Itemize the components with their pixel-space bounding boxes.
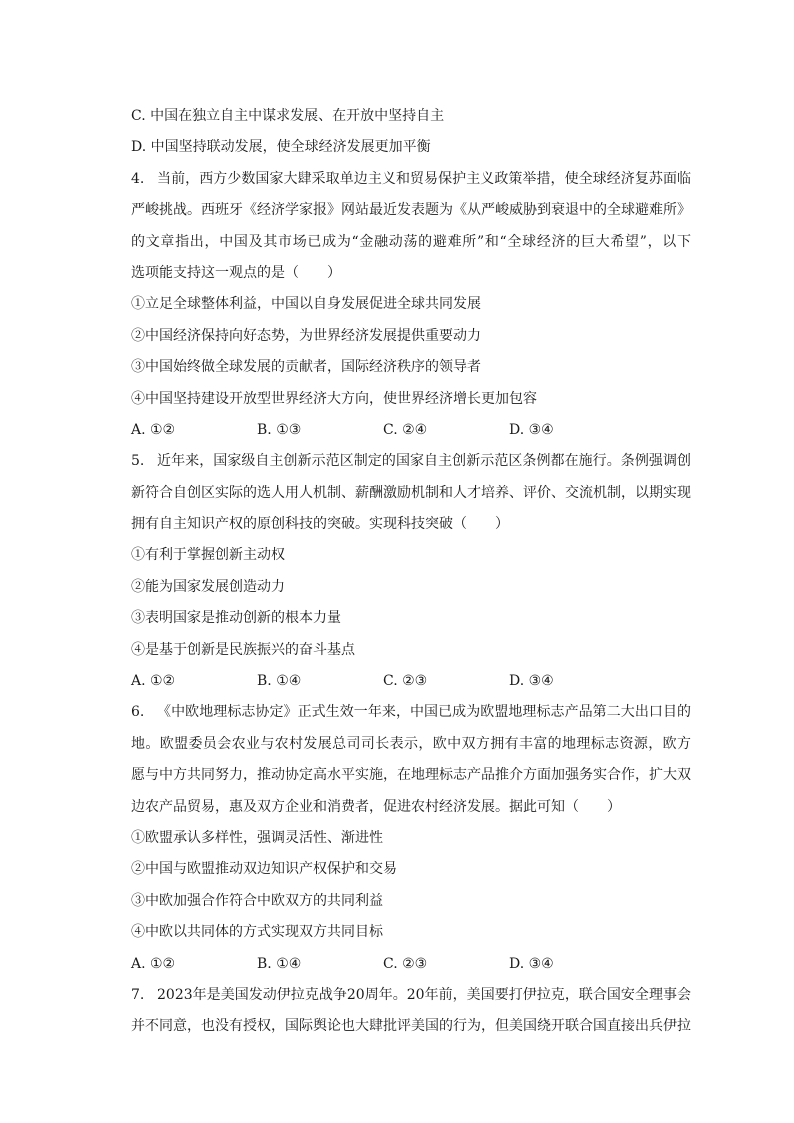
- question-7: [131, 980, 691, 1043]
- question-6: [131, 697, 691, 980]
- question-6-stem-line: 边农产品贸易，惠及双方企业和消费者，促进农村经济发展。据此可知（ ）: [131, 798, 621, 815]
- question-6-statement: ③中欧加强合作符合中欧双方的共同利益: [131, 892, 383, 909]
- choice-c: C. ②③: [383, 955, 428, 972]
- question-5-statement: ②能为国家发展创造动力: [131, 578, 285, 595]
- question-4-stem-line: 的文章指出，中国及其市场已成为“金融动荡的避难所”和“全球经济的巨大希望”，以下: [131, 233, 691, 250]
- question-7-stem-line: 并不同意，也没有授权，国际舆论也大肆批评美国的行为，但美国绕开联合国直接出兵伊拉: [131, 1018, 691, 1035]
- question-5-statement: ①有利于掌握创新主动权: [131, 547, 285, 564]
- question-6-choices: [131, 949, 691, 980]
- question-5-statement: ④是基于创新是民族振兴的奋斗基点: [131, 641, 355, 658]
- choice-b: B. ①④: [257, 955, 302, 972]
- question-4-statement: ③中国始终做全球发展的贡献者，国际经济秩序的领导者: [131, 359, 481, 376]
- question-5-stem-line: 新符合自创区实际的选人用人机制、薪酬激励机制和人才培养、评价、交流机制，以期实现: [131, 484, 691, 501]
- question-6-statement: ④中欧以共同体的方式实现双方共同目标: [131, 924, 383, 941]
- choice-a: A. ①②: [131, 673, 176, 690]
- question-number: 7.: [131, 986, 145, 1003]
- choice-b: B. ①④: [257, 673, 302, 690]
- question-4-statement: ①立足全球整体利益，中国以自身发展促进全球共同发展: [131, 296, 481, 313]
- question-number: 5.: [131, 453, 145, 470]
- question-4-stem-line: 严峻挑战。西班牙《经济学家报》网站最近发表题为《从严峻威胁到衰退中的全球避难所》: [131, 202, 691, 219]
- choice-d: D. ③④: [509, 421, 554, 438]
- question-4-stem-line: 4. 当前，西方少数国家大肆采取单边主义和贸易保护主义政策举措，使全球经济复苏面临: [131, 164, 691, 195]
- question-6-stem-line: 6. 《中欧地理标志协定》正式生效一年来，中国已成为欧盟地理标志产品第二大出口目的: [131, 697, 691, 728]
- question-5: [131, 446, 691, 697]
- question-4-statement: ④中国坚持建设开放型世界经济大方向，使世界经济增长更加包容: [131, 390, 537, 407]
- choice-d: D. ③④: [509, 673, 554, 690]
- q3-option-c: C. 中国在独立自主中谋求发展、在开放中坚持自主: [131, 108, 445, 124]
- question-number: 6.: [131, 704, 145, 721]
- q3-option-d: D. 中国坚持联动发展，使全球经济发展更加平衡: [131, 139, 431, 156]
- choice-c: C. ②④: [383, 421, 428, 438]
- question-5-choices: [131, 666, 691, 697]
- question-6-statement: ②中国与欧盟推动双边知识产权保护和交易: [131, 861, 397, 878]
- document-body: [131, 101, 691, 1043]
- question-4: [131, 164, 691, 447]
- choice-a: A. ①②: [131, 421, 176, 438]
- question-5-stem-line: 拥有自主知识产权的原创科技的突破。实现科技突破（ ）: [131, 516, 509, 533]
- question-number: 4.: [131, 170, 145, 187]
- question-7-stem-line: 7. 2023年是美国发动伊拉克战争20周年。20年前，美国要打伊拉克，联合国安全理事会: [131, 980, 691, 1011]
- question-6-statement: ①欧盟承认多样性，强调灵活性、渐进性: [131, 829, 383, 846]
- question-4-stem-line: 选项能支持这一观点的是（ ）: [131, 264, 341, 281]
- choice-c: C. ②③: [383, 673, 428, 690]
- question-4-statement: ②中国经济保持向好态势，为世界经济发展提供重要动力: [131, 327, 481, 344]
- question-5-stem-line: 5. 近年来，国家级自主创新示范区制定的国家自主创新示范区条例都在施行。条例强调创: [131, 446, 691, 477]
- question-6-stem-line: 地。欧盟委员会农业与农村发展总司司长表示，欧中双方拥有丰富的地理标志资源，欧方: [131, 735, 691, 752]
- question-4-choices: [131, 415, 691, 446]
- choice-d: D. ③④: [509, 955, 554, 972]
- question-6-stem-line: 愿与中方共同努力，推动协定高水平实施，在地理标志产品推介方面加强务实合作，扩大双: [131, 767, 691, 784]
- question-5-statement: ③表明国家是推动创新的根本力量: [131, 610, 341, 627]
- choice-b: B. ①③: [257, 421, 302, 438]
- choice-a: A. ①②: [131, 955, 176, 972]
